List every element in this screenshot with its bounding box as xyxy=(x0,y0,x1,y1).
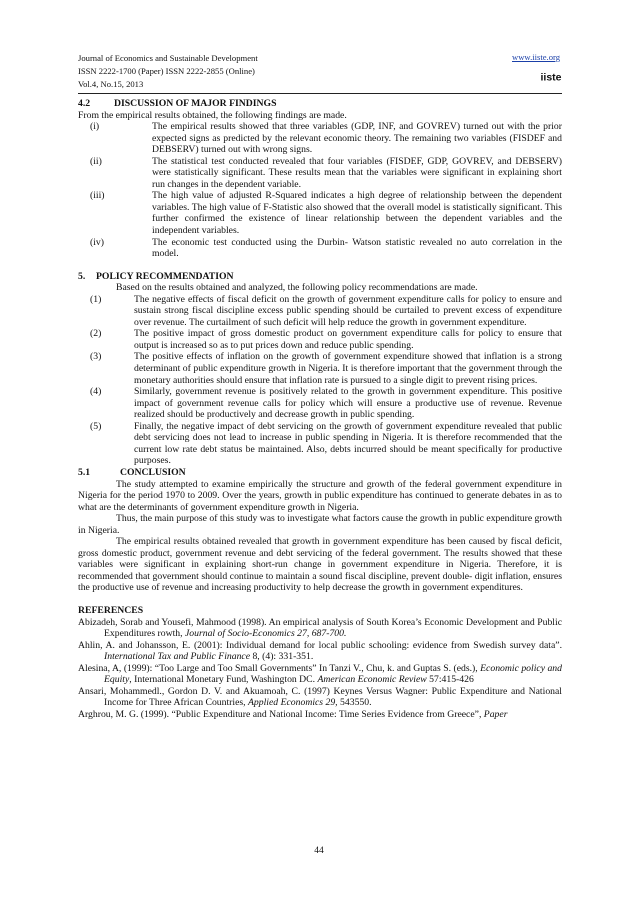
reference-entry xyxy=(78,709,562,721)
spacer xyxy=(78,594,562,605)
discussion-heading xyxy=(78,98,562,110)
reference-text: Ahlin, A. and Johansson, E. (2001): Individual demand for local public schooling: evidence from Swedish survey data”. xyxy=(78,639,562,651)
reference-entry xyxy=(78,617,562,640)
discussion-heading-num: 4.2 xyxy=(78,98,91,109)
finding-text: The high value of adjusted R-Squared indicates a high degree of relationship between the dependent variables. The high value of F-Statistic also showed that the overall model is statistically significant. This further confirmed the existence of linear relationship between the dependent variables and the independent variables. xyxy=(152,190,562,237)
recommendation-item xyxy=(78,351,562,386)
conclusion-paragraph: Thus, the main purpose of this study was to investigate what factors cause the growth in public expenditure growth in Nigeria. xyxy=(78,513,562,536)
page-number: 44 xyxy=(314,846,324,856)
conclusion-heading-text: CONCLUSION xyxy=(120,466,186,478)
recommendation-text: The positive effects of inflation on the growth of government expenditure showed that inflation is a strong determinant of public expenditure growth in Nigeria. It is therefore important that the government through the monetary authorities should ensure that inflation rate is pursued to a single digit to prevent rising prices. xyxy=(134,351,562,386)
reference-text: Alesina, A, (1999): “Too Large and Too Small Governments” In Tanzi V., Chu, k. and Guptas S. (eds.), xyxy=(78,662,481,674)
finding-text: The empirical results showed that three variables (GDP, INF, and GOVREV) turned out with the prior expected signs as predicted by the relevant economic theory. The remaining two variables (FISDEF and DEBSERV) turned out with wrong signs. xyxy=(152,121,562,156)
conclusion-heading xyxy=(78,467,562,479)
policy-intro: Based on the results obtained and analyzed, the following policy recommendations are made. xyxy=(116,282,478,294)
logo-text: iiste xyxy=(540,71,562,84)
spacer xyxy=(78,260,562,271)
conclusion-heading-num: 5.1 xyxy=(78,466,91,478)
finding-num: (iii) xyxy=(90,190,105,202)
recommendation-text: The negative effects of fiscal deficit on the growth of government expenditure calls for policy to ensure and sustain strong fiscal discipline excess public spending should be curtailed to prevent excess of expenditure over revenue. The curtailment of such deficit will help reduce the growth in government expenditure. xyxy=(134,293,562,328)
finding-num: (ii) xyxy=(90,155,102,167)
iiste-logo xyxy=(538,68,564,85)
reference-text-end: 543550. xyxy=(337,697,372,709)
finding-item xyxy=(78,156,562,191)
reference-text-end: 57:415-426 xyxy=(426,674,474,686)
recommendation-text: The positive impact of gross domestic product on government expenditure calls for policy to ensure that output is increased so as to put prices down and reduce public spending. xyxy=(134,328,562,351)
recommendation-text: Similarly, government revenue is positively related to the growth in government expenditure. This positive impact of government revenue calls for policy which will ensure a productive use of revenue. Revenue realized should be productively and decrease growth in public spending. xyxy=(134,386,562,421)
article-body xyxy=(78,98,562,720)
journal-url-link[interactable]: www.iiste.org xyxy=(512,52,560,62)
journal-title: Journal of Economics and Sustainable Development xyxy=(78,53,258,63)
finding-num: (iv) xyxy=(90,236,104,248)
journal-issn: ISSN 2222-1700 (Paper) ISSN 2222-2855 (Online) xyxy=(78,66,255,76)
policy-heading-num: 5. xyxy=(78,270,86,282)
recommendation-item xyxy=(78,386,562,421)
conclusion-paragraph: The study attempted to examine empirically the structure and growth of the federal government expenditure in Nigeria for the period 1970 to 2009. Over the years, growth in public expenditure has continued to generate debates in as to what are the determinants of government expenditure growth in Nigeria. xyxy=(78,478,562,513)
finding-item xyxy=(78,190,562,236)
reference-text-end: 8, (4): 331-351. xyxy=(250,651,314,663)
reference-text-mid: , International Monetary Fund, Washington DC. xyxy=(129,674,318,686)
finding-num: (i) xyxy=(90,121,100,133)
recommendation-item xyxy=(78,294,562,329)
reference-journal: American Economic Review xyxy=(317,674,427,686)
journal-volume: Vol.4, No.15, 2013 xyxy=(78,79,144,89)
recommendation-item xyxy=(78,421,562,467)
recommendation-text: Finally, the negative impact of debt servicing on the growth of government expenditure revealed that public debt servicing does not lead to increase in public spending in Nigeria. It is therefore recommended that the current low rate debt status be maintained. Also, debts incurred should be meant specifically for productive purposes. xyxy=(134,420,562,467)
reference-book: Economic policy and Equity xyxy=(104,662,562,686)
policy-heading-text: POLICY RECOMMENDATION xyxy=(96,270,234,282)
recommendation-num: (4) xyxy=(90,386,102,398)
finding-text: The economic test conducted using the Durbin- Watson statistic revealed no auto correlation in the model. xyxy=(152,236,562,260)
discussion-intro: From the empirical results obtained, the following findings are made. xyxy=(78,109,347,121)
reference-text: Arghrou, M. G. (1999). “Public Expenditure and National Income: Time Series Evidence from Greece”, xyxy=(78,708,484,720)
discussion-heading-text: DISCUSSION OF MAJOR FINDINGS xyxy=(114,98,277,109)
reference-journal: International Tax and Public Finance xyxy=(104,651,251,663)
recommendation-num: (2) xyxy=(90,328,102,340)
journal-header xyxy=(78,52,258,91)
recommendation-num: (1) xyxy=(90,293,102,305)
reference-journal: Journal of Socio-Economics 27, 687-700. xyxy=(184,628,347,640)
policy-heading xyxy=(78,271,562,283)
recommendation-num: (3) xyxy=(90,351,102,363)
reference-journal: Paper xyxy=(483,708,508,720)
reference-entry xyxy=(78,686,562,709)
recommendation-item xyxy=(78,328,562,351)
conclusion-paragraph: The empirical results obtained revealed that growth in government expenditure has been caused by fiscal deficit, gross domestic product, government revenue and debt servicing of the federal government. The results showed that these variables were significant in explaining short-run change in government expenditure in Nigeria. Therefore, it is recommended that government should continue to maintain a sound fiscal discipline, prevent double- digit inflation, ensures the productive use of revenue and increasing productivity to help decrease the growth in government expenditures. xyxy=(78,536,562,594)
recommendation-num: (5) xyxy=(90,420,102,432)
header-rule xyxy=(78,93,562,94)
finding-item xyxy=(78,121,562,156)
finding-item xyxy=(78,237,562,260)
references-heading: REFERENCES xyxy=(78,604,144,616)
reference-journal: Applied Economics 29, xyxy=(248,697,338,709)
reference-entry xyxy=(78,663,562,686)
finding-text: The statistical test conducted revealed that four variables (FISDEF, GDP, GOVREV, and DEBSERV) were statistically significant. These results mean that the variables were significant in explaining short run changes in the dependent variable. xyxy=(152,155,562,190)
reference-text: Ansari, Mohammedl., Gordon D. V. and Akuamoah, C. (1997) Keynes Versus Wagner: Public Expenditure and National Income for Three African Countries, xyxy=(78,685,562,709)
reference-entry xyxy=(78,640,562,663)
reference-text: Abizadeh, Sorab and Yousefi, Mahmood (1998). An empirical analysis of South Korea’s Economic Development and Public Expenditures rowth, xyxy=(78,616,562,640)
